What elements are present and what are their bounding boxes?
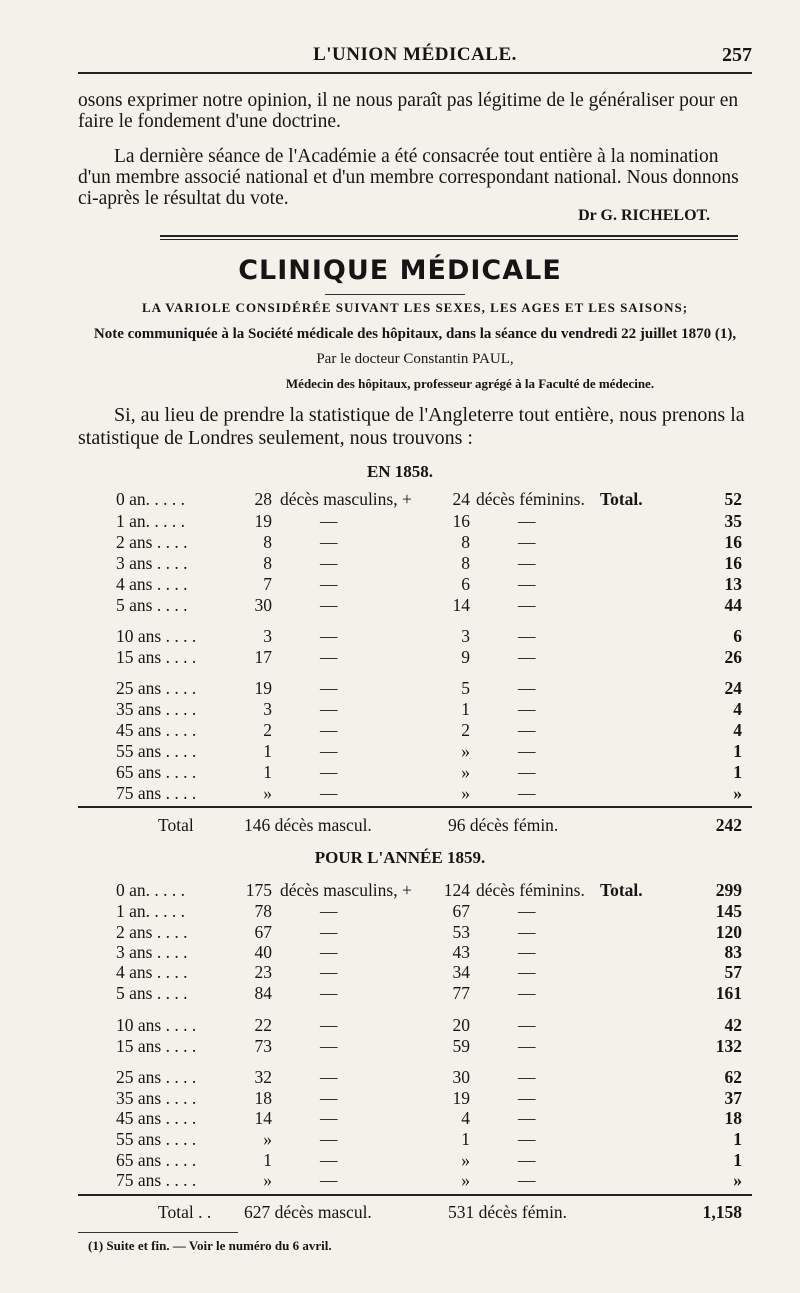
ditto-dash: —: [518, 595, 536, 615]
female-deaths-cell: 24: [452, 489, 470, 509]
journal-title: L'UNION MÉDICALE.: [313, 44, 517, 65]
male-deaths-cell: 2: [263, 720, 272, 740]
total-cell: 1: [733, 762, 742, 782]
age-cell: 2 ans . . . .: [116, 922, 188, 942]
age-cell: 15 ans . . . .: [116, 1036, 197, 1056]
ditto-dash: —: [518, 962, 536, 982]
total-row-label: Total: [158, 815, 194, 835]
age-cell: 15 ans . . . .: [116, 647, 197, 667]
table-row: [0, 1108, 800, 1128]
author-affiliation: Médecin des hôpitaux, professeur agrégé à la Faculté de médecine.: [285, 376, 655, 391]
female-deaths-cell: 5: [461, 678, 470, 698]
ditto-dash: —: [320, 1036, 338, 1056]
intro-text: [78, 90, 752, 209]
male-deaths-cell: 28: [254, 489, 272, 509]
ditto-dash: —: [518, 741, 536, 761]
total-cell: 16: [724, 532, 742, 552]
table-row: [0, 1036, 800, 1056]
total-cell: 18: [724, 1108, 742, 1128]
table-row: [0, 1170, 800, 1190]
age-cell: 1 an. . . . .: [116, 901, 186, 921]
age-cell: 0 an. . . . .: [116, 880, 186, 900]
male-deaths-cell: 3: [263, 626, 272, 646]
footnote-rule: [78, 1232, 238, 1233]
article-subtitle: LA VARIOLE CONSIDÉRÉE SUIVANT LES SEXES, LES AGES ET LES SAISONS;: [141, 300, 689, 315]
table-row: [0, 511, 800, 531]
total-cell: 120: [715, 922, 742, 942]
total-cell: »: [733, 1170, 742, 1190]
male-deaths-cell: 19: [254, 511, 272, 531]
ditto-dash: —: [518, 942, 536, 962]
male-deaths-cell: 1: [263, 762, 272, 782]
female-deaths-cell: »: [461, 1170, 470, 1190]
female-label: décès féminins.: [476, 489, 585, 509]
male-deaths-cell: 1: [263, 1150, 272, 1170]
age-cell: 65 ans . . . .: [116, 1150, 197, 1170]
ditto-dash: —: [518, 574, 536, 594]
ditto-dash: —: [320, 762, 338, 782]
table-row: [0, 942, 800, 962]
ditto-dash: —: [320, 647, 338, 667]
table-row: [0, 626, 800, 646]
male-deaths-cell: 14: [254, 1108, 272, 1128]
total-female: 96 décès fémin.: [448, 815, 559, 835]
ditto-dash: —: [518, 1067, 536, 1087]
ditto-dash: —: [320, 901, 338, 921]
ditto-dash: —: [320, 511, 338, 531]
ditto-dash: —: [518, 783, 536, 803]
total-label: Total.: [600, 880, 643, 900]
age-cell: 10 ans . . . .: [116, 1015, 197, 1035]
table-row: [0, 1015, 800, 1035]
age-cell: 35 ans . . . .: [116, 1088, 197, 1108]
ditto-dash: —: [518, 1015, 536, 1035]
male-deaths-cell: 84: [254, 983, 272, 1003]
ditto-dash: —: [518, 699, 536, 719]
total-cell: 4: [733, 720, 742, 740]
ditto-dash: —: [518, 983, 536, 1003]
female-deaths-cell: 1: [461, 699, 470, 719]
male-deaths-cell: 30: [254, 595, 272, 615]
total-cell: 145: [715, 901, 742, 921]
ditto-dash: —: [320, 678, 338, 698]
ditto-dash: —: [320, 532, 338, 552]
table-row: [0, 532, 800, 552]
table-row: [0, 741, 800, 761]
ditto-dash: —: [320, 1015, 338, 1035]
total-cell: 132: [715, 1036, 742, 1056]
male-deaths-cell: 78: [254, 901, 272, 921]
total-cell: 83: [724, 942, 742, 962]
female-deaths-cell: 59: [452, 1036, 470, 1056]
table-row: [0, 1088, 800, 1108]
ditto-dash: —: [320, 741, 338, 761]
ditto-dash: —: [320, 962, 338, 982]
ditto-dash: —: [320, 699, 338, 719]
ditto-dash: —: [320, 942, 338, 962]
section-divider: [160, 235, 738, 237]
title-rule: [325, 294, 465, 295]
total-male: 146 décès mascul.: [244, 815, 372, 835]
age-cell: 4 ans . . . .: [116, 574, 188, 594]
ditto-dash: —: [320, 720, 338, 740]
age-cell: 55 ans . . . .: [116, 741, 197, 761]
age-cell: 0 an. . . . .: [116, 489, 186, 509]
total-cell: 37: [724, 1088, 742, 1108]
table-row: [0, 678, 800, 698]
table-row: [0, 922, 800, 942]
total-cell: 57: [724, 962, 742, 982]
female-deaths-cell: 9: [461, 647, 470, 667]
table-first-row: [0, 489, 800, 509]
male-label: décès masculins, +: [280, 880, 412, 900]
female-deaths-cell: 4: [461, 1108, 470, 1128]
female-deaths-cell: 8: [461, 532, 470, 552]
age-cell: 35 ans . . . .: [116, 699, 197, 719]
total-cell: 16: [724, 553, 742, 573]
female-deaths-cell: 19: [452, 1088, 470, 1108]
male-deaths-cell: 22: [254, 1015, 272, 1035]
female-deaths-cell: 14: [452, 595, 470, 615]
article-author: Par le docteur Constantin PAUL,: [316, 351, 514, 367]
section-divider-thin: [160, 239, 738, 240]
male-deaths-cell: 40: [254, 942, 272, 962]
table-row: [0, 647, 800, 667]
male-deaths-cell: 1: [263, 741, 272, 761]
total-male: 627 décès mascul.: [244, 1202, 372, 1222]
male-deaths-cell: 8: [263, 532, 272, 552]
age-cell: 2 ans . . . .: [116, 532, 188, 552]
table-row: [0, 574, 800, 594]
male-deaths-cell: »: [263, 783, 272, 803]
female-deaths-cell: 43: [452, 942, 470, 962]
table-row: [0, 699, 800, 719]
male-deaths-cell: »: [263, 1170, 272, 1190]
ditto-dash: —: [518, 1088, 536, 1108]
ditto-dash: —: [518, 553, 536, 573]
age-cell: 3 ans . . . .: [116, 942, 188, 962]
male-deaths-cell: 19: [254, 678, 272, 698]
total-female: 531 décès fémin.: [448, 1202, 568, 1222]
total-cell: 161: [715, 983, 742, 1003]
female-deaths-cell: »: [461, 1150, 470, 1170]
male-deaths-cell: 18: [254, 1088, 272, 1108]
table-row: [0, 720, 800, 740]
ditto-dash: —: [518, 511, 536, 531]
table-row: [0, 553, 800, 573]
total-cell: 44: [724, 595, 742, 615]
total-label: Total.: [600, 489, 643, 509]
age-cell: 25 ans . . . .: [116, 1067, 197, 1087]
ditto-dash: —: [320, 983, 338, 1003]
page-number: 257: [722, 44, 752, 66]
age-cell: 1 an. . . . .: [116, 511, 186, 531]
ditto-dash: —: [518, 1170, 536, 1190]
ditto-dash: —: [320, 1108, 338, 1128]
female-deaths-cell: 30: [452, 1067, 470, 1087]
age-cell: 4 ans . . . .: [116, 962, 188, 982]
female-deaths-cell: »: [461, 741, 470, 761]
age-cell: 65 ans . . . .: [116, 762, 197, 782]
table-1858-heading: EN 1858.: [366, 462, 434, 481]
table-row: [0, 762, 800, 782]
female-deaths-cell: 8: [461, 553, 470, 573]
male-deaths-cell: 175: [245, 880, 272, 900]
ditto-dash: —: [518, 762, 536, 782]
age-cell: 3 ans . . . .: [116, 553, 188, 573]
total-row-label: Total . .: [158, 1202, 212, 1222]
footnote: (1) Suite et fin. — Voir le numéro du 6 avril.: [88, 1238, 332, 1253]
running-header: [78, 44, 752, 70]
male-deaths-cell: 3: [263, 699, 272, 719]
table-row: [0, 901, 800, 921]
age-cell: 45 ans . . . .: [116, 720, 197, 740]
male-deaths-cell: 7: [263, 574, 272, 594]
female-deaths-cell: 16: [452, 511, 470, 531]
male-deaths-cell: »: [263, 1129, 272, 1149]
header-rule: [78, 72, 752, 74]
intro-paragraph-2: La dernière séance de l'Académie a été consacrée tout entière à la nomination d'un membre associé national et d'un membre correspondant national. Nous donnons ci-après le résultat du vote.: [78, 146, 739, 209]
total-cell: 4: [733, 699, 742, 719]
ditto-dash: —: [518, 901, 536, 921]
age-cell: 75 ans . . . .: [116, 1170, 197, 1190]
female-deaths-cell: 6: [461, 574, 470, 594]
age-cell: 10 ans . . . .: [116, 626, 197, 646]
age-cell: 45 ans . . . .: [116, 1108, 197, 1128]
total-cell: 52: [724, 489, 742, 509]
total-cell: 62: [724, 1067, 742, 1087]
age-cell: 55 ans . . . .: [116, 1129, 197, 1149]
total-cell: 1: [733, 1129, 742, 1149]
male-deaths-cell: 8: [263, 553, 272, 573]
table-row: [0, 983, 800, 1003]
total-cell: »: [733, 783, 742, 803]
article-note: Note communiquée à la Société médicale des hôpitaux, dans la séance du vendredi 22 juillet 1870 (1),: [93, 326, 737, 342]
section-title: CLINIQUE MÉDICALE: [238, 255, 562, 286]
signature: Dr G. RICHELOT.: [578, 207, 710, 224]
total-rule: [78, 1194, 752, 1196]
age-cell: 25 ans . . . .: [116, 678, 197, 698]
total-cell: 299: [715, 880, 742, 900]
total-cell: 24: [724, 678, 742, 698]
ditto-dash: —: [320, 1129, 338, 1149]
male-deaths-cell: 73: [254, 1036, 272, 1056]
total-cell: 26: [724, 647, 742, 667]
female-deaths-cell: 20: [452, 1015, 470, 1035]
female-deaths-cell: 3: [461, 626, 470, 646]
female-deaths-cell: 34: [452, 962, 470, 982]
female-deaths-cell: 67: [452, 901, 470, 921]
total-cell: 6: [733, 626, 742, 646]
grand-total: 242: [715, 815, 742, 835]
ditto-dash: —: [320, 922, 338, 942]
table-row: [0, 962, 800, 982]
ditto-dash: —: [518, 922, 536, 942]
table-row: [0, 1150, 800, 1170]
ditto-dash: —: [320, 553, 338, 573]
female-deaths-cell: 53: [452, 922, 470, 942]
table-row: [0, 1067, 800, 1087]
table-first-row: [0, 880, 800, 900]
grand-total: 1,158: [702, 1202, 742, 1222]
ditto-dash: —: [518, 626, 536, 646]
ditto-dash: —: [320, 1088, 338, 1108]
lead-paragraph: Si, au lieu de prendre la statistique de l'Angleterre tout entière, nous prenons la statistique de Londres seulement, nous trouvons :: [78, 404, 745, 449]
male-deaths-cell: 32: [254, 1067, 272, 1087]
ditto-dash: —: [518, 532, 536, 552]
ditto-dash: —: [518, 678, 536, 698]
total-cell: 1: [733, 741, 742, 761]
age-cell: 75 ans . . . .: [116, 783, 197, 803]
ditto-dash: —: [320, 595, 338, 615]
male-label: décès masculins, +: [280, 489, 412, 509]
male-deaths-cell: 17: [254, 647, 272, 667]
table-row: [0, 1129, 800, 1149]
male-deaths-cell: 67: [254, 922, 272, 942]
ditto-dash: —: [518, 1036, 536, 1056]
total-rule: [78, 806, 752, 808]
table-1859-heading: POUR L'ANNÉE 1859.: [314, 848, 486, 867]
ditto-dash: —: [518, 647, 536, 667]
age-cell: 5 ans . . . .: [116, 983, 188, 1003]
female-label: décès féminins.: [476, 880, 585, 900]
total-cell: 35: [724, 511, 742, 531]
male-deaths-cell: 23: [254, 962, 272, 982]
female-deaths-cell: »: [461, 783, 470, 803]
female-deaths-cell: 124: [443, 880, 470, 900]
ditto-dash: —: [518, 1108, 536, 1128]
ditto-dash: —: [518, 1129, 536, 1149]
total-cell: 13: [724, 574, 742, 594]
female-deaths-cell: 2: [461, 720, 470, 740]
total-cell: 42: [724, 1015, 742, 1035]
age-cell: 5 ans . . . .: [116, 595, 188, 615]
ditto-dash: —: [320, 1150, 338, 1170]
table-row: [0, 595, 800, 615]
ditto-dash: —: [320, 1170, 338, 1190]
female-deaths-cell: 77: [452, 983, 470, 1003]
ditto-dash: —: [320, 783, 338, 803]
ditto-dash: —: [518, 720, 536, 740]
ditto-dash: —: [320, 574, 338, 594]
table-row: [0, 783, 800, 803]
ditto-dash: —: [320, 626, 338, 646]
intro-paragraph-1: osons exprimer notre opinion, il ne nous paraît pas légitime de le généraliser pour en faire le fondement d'une doctrine.: [78, 90, 739, 132]
female-deaths-cell: »: [461, 762, 470, 782]
total-cell: 1: [733, 1150, 742, 1170]
female-deaths-cell: 1: [461, 1129, 470, 1149]
ditto-dash: —: [518, 1150, 536, 1170]
ditto-dash: —: [320, 1067, 338, 1087]
